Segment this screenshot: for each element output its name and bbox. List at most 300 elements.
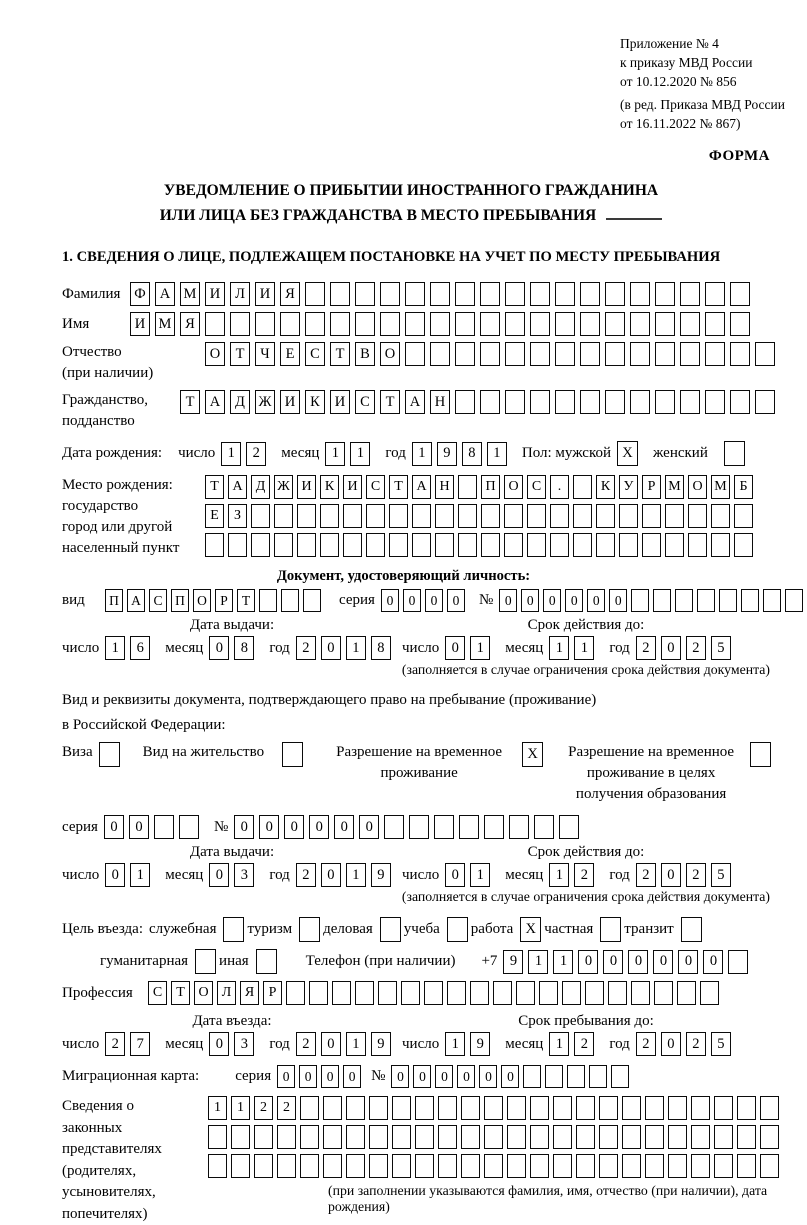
- char-box[interactable]: [665, 533, 684, 557]
- char-box[interactable]: 1: [231, 1096, 250, 1120]
- char-box[interactable]: 0: [661, 1032, 681, 1056]
- char-box[interactable]: 1: [487, 442, 507, 466]
- char-box[interactable]: 1: [470, 636, 490, 660]
- char-box[interactable]: [596, 533, 615, 557]
- char-box[interactable]: Е: [205, 504, 224, 528]
- char-box[interactable]: [665, 504, 684, 528]
- char-box[interactable]: [642, 533, 661, 557]
- char-box[interactable]: [700, 981, 719, 1005]
- char-box[interactable]: [653, 589, 671, 612]
- char-box[interactable]: А: [205, 390, 225, 414]
- char-box[interactable]: С: [305, 342, 325, 366]
- char-box[interactable]: [300, 1096, 319, 1120]
- char-box[interactable]: [576, 1096, 595, 1120]
- char-box[interactable]: [480, 282, 500, 306]
- char-box[interactable]: Я: [240, 981, 259, 1005]
- char-box[interactable]: 1: [130, 863, 150, 887]
- checkbox-sex-female[interactable]: [724, 441, 745, 466]
- char-box[interactable]: 5: [711, 1032, 731, 1056]
- char-box[interactable]: [480, 342, 500, 366]
- char-box[interactable]: 2: [686, 636, 706, 660]
- char-box[interactable]: [654, 981, 673, 1005]
- char-box[interactable]: [484, 815, 504, 839]
- char-box[interactable]: [305, 282, 325, 306]
- char-box[interactable]: 0: [403, 589, 421, 612]
- char-box[interactable]: [596, 504, 615, 528]
- char-box[interactable]: [688, 504, 707, 528]
- char-box[interactable]: [323, 1154, 342, 1178]
- char-box[interactable]: [286, 981, 305, 1005]
- char-box[interactable]: 1: [208, 1096, 227, 1120]
- char-box[interactable]: 2: [277, 1096, 296, 1120]
- char-box[interactable]: [714, 1125, 733, 1149]
- char-box[interactable]: 0: [284, 815, 304, 839]
- char-box[interactable]: [461, 1154, 480, 1178]
- char-box[interactable]: [755, 342, 775, 366]
- char-box[interactable]: Р: [215, 589, 233, 612]
- char-box[interactable]: 2: [296, 1032, 316, 1056]
- char-box[interactable]: 0: [603, 950, 623, 974]
- char-box[interactable]: [415, 1154, 434, 1178]
- char-box[interactable]: [741, 589, 759, 612]
- char-box[interactable]: И: [255, 282, 275, 306]
- char-box[interactable]: Д: [251, 475, 270, 499]
- char-box[interactable]: [405, 312, 425, 336]
- char-box[interactable]: [737, 1125, 756, 1149]
- char-box[interactable]: [553, 1125, 572, 1149]
- char-box[interactable]: [562, 981, 581, 1005]
- char-box[interactable]: [154, 815, 174, 839]
- char-box[interactable]: [205, 312, 225, 336]
- char-box[interactable]: П: [481, 475, 500, 499]
- char-box[interactable]: [534, 815, 554, 839]
- char-box[interactable]: [380, 312, 400, 336]
- char-box[interactable]: [346, 1125, 365, 1149]
- char-box[interactable]: [484, 1096, 503, 1120]
- char-box[interactable]: Н: [430, 390, 450, 414]
- char-box[interactable]: К: [596, 475, 615, 499]
- char-box[interactable]: [343, 504, 362, 528]
- char-box[interactable]: 0: [381, 589, 399, 612]
- char-box[interactable]: О: [688, 475, 707, 499]
- char-box[interactable]: [730, 312, 750, 336]
- char-box[interactable]: [507, 1096, 526, 1120]
- char-box[interactable]: [691, 1096, 710, 1120]
- char-box[interactable]: Н: [435, 475, 454, 499]
- char-box[interactable]: И: [330, 390, 350, 414]
- char-box[interactable]: К: [305, 390, 325, 414]
- char-box[interactable]: Б: [734, 475, 753, 499]
- char-box[interactable]: [484, 1125, 503, 1149]
- char-box[interactable]: [300, 1125, 319, 1149]
- char-box[interactable]: 2: [574, 1032, 594, 1056]
- char-box[interactable]: 0: [413, 1065, 431, 1088]
- char-box[interactable]: 0: [501, 1065, 519, 1088]
- checkbox-temp-residence[interactable]: X: [522, 742, 543, 767]
- char-box[interactable]: [369, 1154, 388, 1178]
- char-box[interactable]: Ф: [130, 282, 150, 306]
- char-box[interactable]: [323, 1096, 342, 1120]
- char-box[interactable]: 1: [350, 442, 370, 466]
- char-box[interactable]: [231, 1125, 250, 1149]
- char-box[interactable]: [505, 342, 525, 366]
- char-box[interactable]: [323, 1125, 342, 1149]
- char-box[interactable]: [599, 1096, 618, 1120]
- char-box[interactable]: 8: [371, 636, 391, 660]
- char-box[interactable]: [505, 282, 525, 306]
- char-box[interactable]: [680, 312, 700, 336]
- char-box[interactable]: [259, 589, 277, 612]
- char-box[interactable]: [567, 1065, 585, 1088]
- char-box[interactable]: [619, 504, 638, 528]
- char-box[interactable]: 1: [549, 863, 569, 887]
- char-box[interactable]: [277, 1125, 296, 1149]
- char-box[interactable]: [539, 981, 558, 1005]
- char-box[interactable]: 0: [209, 1032, 229, 1056]
- char-box[interactable]: 0: [209, 636, 229, 660]
- char-box[interactable]: П: [105, 589, 123, 612]
- char-box[interactable]: [355, 312, 375, 336]
- char-box[interactable]: 0: [445, 636, 465, 660]
- char-box[interactable]: Т: [180, 390, 200, 414]
- char-box[interactable]: [631, 589, 649, 612]
- char-box[interactable]: [589, 1065, 607, 1088]
- char-box[interactable]: [480, 312, 500, 336]
- char-box[interactable]: [730, 342, 750, 366]
- char-box[interactable]: [309, 981, 328, 1005]
- char-box[interactable]: [576, 1154, 595, 1178]
- char-box[interactable]: [435, 504, 454, 528]
- char-box[interactable]: 0: [299, 1065, 317, 1088]
- char-box[interactable]: [303, 589, 321, 612]
- char-box[interactable]: С: [148, 981, 167, 1005]
- char-box[interactable]: [251, 504, 270, 528]
- char-box[interactable]: [481, 504, 500, 528]
- char-box[interactable]: [412, 504, 431, 528]
- char-box[interactable]: [555, 390, 575, 414]
- char-box[interactable]: 0: [499, 589, 517, 612]
- char-box[interactable]: [507, 1125, 526, 1149]
- char-box[interactable]: [719, 589, 737, 612]
- char-box[interactable]: [346, 1154, 365, 1178]
- char-box[interactable]: 9: [503, 950, 523, 974]
- char-box[interactable]: [516, 981, 535, 1005]
- char-box[interactable]: [504, 533, 523, 557]
- char-box[interactable]: 8: [234, 636, 254, 660]
- char-box[interactable]: [711, 533, 730, 557]
- char-box[interactable]: [458, 533, 477, 557]
- char-box[interactable]: [320, 533, 339, 557]
- char-box[interactable]: М: [711, 475, 730, 499]
- char-box[interactable]: [415, 1125, 434, 1149]
- char-box[interactable]: 2: [686, 1032, 706, 1056]
- char-box[interactable]: [523, 1065, 541, 1088]
- char-box[interactable]: [553, 1154, 572, 1178]
- char-box[interactable]: 1: [412, 442, 432, 466]
- char-box[interactable]: 0: [543, 589, 561, 612]
- char-box[interactable]: [330, 282, 350, 306]
- char-box[interactable]: 9: [470, 1032, 490, 1056]
- char-box[interactable]: [668, 1154, 687, 1178]
- char-box[interactable]: [599, 1125, 618, 1149]
- char-box[interactable]: [384, 815, 404, 839]
- char-box[interactable]: [461, 1096, 480, 1120]
- char-box[interactable]: [642, 504, 661, 528]
- char-box[interactable]: 6: [130, 636, 150, 660]
- char-box[interactable]: Т: [237, 589, 255, 612]
- char-box[interactable]: [714, 1154, 733, 1178]
- char-box[interactable]: [622, 1096, 641, 1120]
- char-box[interactable]: [580, 390, 600, 414]
- char-box[interactable]: [274, 533, 293, 557]
- char-box[interactable]: Д: [230, 390, 250, 414]
- char-box[interactable]: [455, 312, 475, 336]
- char-box[interactable]: 0: [309, 815, 329, 839]
- char-box[interactable]: [355, 981, 374, 1005]
- char-box[interactable]: 0: [445, 863, 465, 887]
- char-box[interactable]: 1: [346, 1032, 366, 1056]
- char-box[interactable]: С: [355, 390, 375, 414]
- char-box[interactable]: [645, 1096, 664, 1120]
- char-box[interactable]: [392, 1154, 411, 1178]
- checkbox-sex-male[interactable]: X: [617, 441, 638, 466]
- char-box[interactable]: [630, 282, 650, 306]
- char-box[interactable]: [555, 342, 575, 366]
- char-box[interactable]: [505, 312, 525, 336]
- char-box[interactable]: 0: [609, 589, 627, 612]
- char-box[interactable]: Л: [217, 981, 236, 1005]
- char-box[interactable]: 1: [574, 636, 594, 660]
- char-box[interactable]: [645, 1154, 664, 1178]
- char-box[interactable]: Т: [205, 475, 224, 499]
- char-box[interactable]: [297, 504, 316, 528]
- char-box[interactable]: А: [412, 475, 431, 499]
- char-box[interactable]: 5: [711, 636, 731, 660]
- char-box[interactable]: [415, 1096, 434, 1120]
- char-box[interactable]: [576, 1125, 595, 1149]
- char-box[interactable]: [412, 533, 431, 557]
- char-box[interactable]: С: [366, 475, 385, 499]
- char-box[interactable]: [231, 1154, 250, 1178]
- char-box[interactable]: [619, 533, 638, 557]
- checkbox-visa[interactable]: [99, 742, 120, 767]
- char-box[interactable]: Т: [171, 981, 190, 1005]
- char-box[interactable]: [677, 981, 696, 1005]
- char-box[interactable]: [392, 1125, 411, 1149]
- char-box[interactable]: 2: [574, 863, 594, 887]
- char-box[interactable]: Ч: [255, 342, 275, 366]
- char-box[interactable]: И: [343, 475, 362, 499]
- char-box[interactable]: 0: [105, 863, 125, 887]
- char-box[interactable]: 0: [653, 950, 673, 974]
- char-box[interactable]: [389, 533, 408, 557]
- char-box[interactable]: [573, 504, 592, 528]
- char-box[interactable]: [405, 342, 425, 366]
- checkbox-purpose-official[interactable]: [223, 917, 244, 942]
- char-box[interactable]: [705, 342, 725, 366]
- char-box[interactable]: [530, 1154, 549, 1178]
- char-box[interactable]: [553, 1096, 572, 1120]
- char-box[interactable]: Р: [642, 475, 661, 499]
- char-box[interactable]: 0: [479, 1065, 497, 1088]
- char-box[interactable]: [630, 390, 650, 414]
- char-box[interactable]: [622, 1125, 641, 1149]
- char-box[interactable]: 0: [259, 815, 279, 839]
- char-box[interactable]: [228, 533, 247, 557]
- char-box[interactable]: 1: [528, 950, 548, 974]
- char-box[interactable]: [343, 533, 362, 557]
- char-box[interactable]: [430, 282, 450, 306]
- char-box[interactable]: 0: [628, 950, 648, 974]
- char-box[interactable]: [573, 533, 592, 557]
- char-box[interactable]: [481, 533, 500, 557]
- char-box[interactable]: [346, 1096, 365, 1120]
- char-box[interactable]: Т: [330, 342, 350, 366]
- char-box[interactable]: И: [205, 282, 225, 306]
- char-box[interactable]: 9: [371, 1032, 391, 1056]
- char-box[interactable]: [330, 312, 350, 336]
- char-box[interactable]: [599, 1154, 618, 1178]
- char-box[interactable]: [655, 312, 675, 336]
- char-box[interactable]: Р: [263, 981, 282, 1005]
- char-box[interactable]: З: [228, 504, 247, 528]
- char-box[interactable]: Т: [389, 475, 408, 499]
- char-box[interactable]: [455, 282, 475, 306]
- checkbox-purpose-study[interactable]: [447, 917, 468, 942]
- char-box[interactable]: А: [405, 390, 425, 414]
- char-box[interactable]: [438, 1125, 457, 1149]
- char-box[interactable]: 2: [636, 863, 656, 887]
- char-box[interactable]: У: [619, 475, 638, 499]
- char-box[interactable]: 0: [343, 1065, 361, 1088]
- char-box[interactable]: [438, 1096, 457, 1120]
- char-box[interactable]: 0: [359, 815, 379, 839]
- char-box[interactable]: [675, 589, 693, 612]
- char-box[interactable]: 8: [462, 442, 482, 466]
- char-box[interactable]: И: [297, 475, 316, 499]
- char-box[interactable]: 1: [346, 863, 366, 887]
- char-box[interactable]: [455, 342, 475, 366]
- char-box[interactable]: [763, 589, 781, 612]
- char-box[interactable]: 0: [209, 863, 229, 887]
- char-box[interactable]: [470, 981, 489, 1005]
- char-box[interactable]: [230, 312, 250, 336]
- char-box[interactable]: [550, 504, 569, 528]
- char-box[interactable]: [401, 981, 420, 1005]
- char-box[interactable]: [507, 1154, 526, 1178]
- char-box[interactable]: 0: [425, 589, 443, 612]
- char-box[interactable]: [435, 533, 454, 557]
- char-box[interactable]: [655, 390, 675, 414]
- char-box[interactable]: 0: [391, 1065, 409, 1088]
- char-box[interactable]: О: [193, 589, 211, 612]
- char-box[interactable]: [409, 815, 429, 839]
- char-box[interactable]: [530, 1096, 549, 1120]
- char-box[interactable]: [734, 533, 753, 557]
- char-box[interactable]: [668, 1125, 687, 1149]
- char-box[interactable]: [605, 342, 625, 366]
- char-box[interactable]: [389, 504, 408, 528]
- char-box[interactable]: 0: [703, 950, 723, 974]
- char-box[interactable]: [493, 981, 512, 1005]
- char-box[interactable]: Ж: [274, 475, 293, 499]
- char-box[interactable]: [760, 1096, 779, 1120]
- char-box[interactable]: [680, 282, 700, 306]
- char-box[interactable]: [630, 342, 650, 366]
- char-box[interactable]: 9: [437, 442, 457, 466]
- char-box[interactable]: [461, 1125, 480, 1149]
- char-box[interactable]: С: [527, 475, 546, 499]
- char-box[interactable]: 2: [105, 1032, 125, 1056]
- char-box[interactable]: [760, 1154, 779, 1178]
- char-box[interactable]: 9: [371, 863, 391, 887]
- char-box[interactable]: [605, 312, 625, 336]
- char-box[interactable]: [559, 815, 579, 839]
- char-box[interactable]: [655, 282, 675, 306]
- char-box[interactable]: Я: [280, 282, 300, 306]
- char-box[interactable]: [691, 1154, 710, 1178]
- char-box[interactable]: [785, 589, 803, 612]
- char-box[interactable]: 0: [578, 950, 598, 974]
- char-box[interactable]: 0: [321, 863, 341, 887]
- checkbox-purpose-tourism[interactable]: [299, 917, 320, 942]
- char-box[interactable]: А: [155, 282, 175, 306]
- char-box[interactable]: 1: [346, 636, 366, 660]
- char-box[interactable]: [573, 475, 592, 499]
- char-box[interactable]: [255, 312, 275, 336]
- char-box[interactable]: [458, 475, 477, 499]
- char-box[interactable]: [668, 1096, 687, 1120]
- char-box[interactable]: [458, 504, 477, 528]
- char-box[interactable]: 1: [470, 863, 490, 887]
- char-box[interactable]: А: [228, 475, 247, 499]
- char-box[interactable]: 1: [549, 636, 569, 660]
- char-box[interactable]: 0: [661, 636, 681, 660]
- char-box[interactable]: О: [194, 981, 213, 1005]
- char-box[interactable]: [608, 981, 627, 1005]
- char-box[interactable]: [369, 1125, 388, 1149]
- char-box[interactable]: И: [130, 312, 150, 336]
- char-box[interactable]: Ж: [255, 390, 275, 414]
- char-box[interactable]: [208, 1125, 227, 1149]
- char-box[interactable]: [366, 533, 385, 557]
- char-box[interactable]: О: [205, 342, 225, 366]
- char-box[interactable]: [320, 504, 339, 528]
- char-box[interactable]: [305, 312, 325, 336]
- char-box[interactable]: [705, 390, 725, 414]
- char-box[interactable]: 0: [129, 815, 149, 839]
- char-box[interactable]: 0: [277, 1065, 295, 1088]
- char-box[interactable]: [332, 981, 351, 1005]
- char-box[interactable]: [509, 815, 529, 839]
- char-box[interactable]: [580, 342, 600, 366]
- char-box[interactable]: [530, 282, 550, 306]
- char-box[interactable]: 2: [254, 1096, 273, 1120]
- char-box[interactable]: [622, 1154, 641, 1178]
- char-box[interactable]: [369, 1096, 388, 1120]
- char-box[interactable]: [585, 981, 604, 1005]
- checkbox-purpose-other[interactable]: [256, 949, 277, 974]
- char-box[interactable]: [484, 1154, 503, 1178]
- char-box[interactable]: 0: [435, 1065, 453, 1088]
- char-box[interactable]: 0: [321, 636, 341, 660]
- char-box[interactable]: 2: [246, 442, 266, 466]
- char-box[interactable]: [378, 981, 397, 1005]
- char-box[interactable]: [605, 390, 625, 414]
- char-box[interactable]: [392, 1096, 411, 1120]
- char-box[interactable]: О: [504, 475, 523, 499]
- char-box[interactable]: [424, 981, 443, 1005]
